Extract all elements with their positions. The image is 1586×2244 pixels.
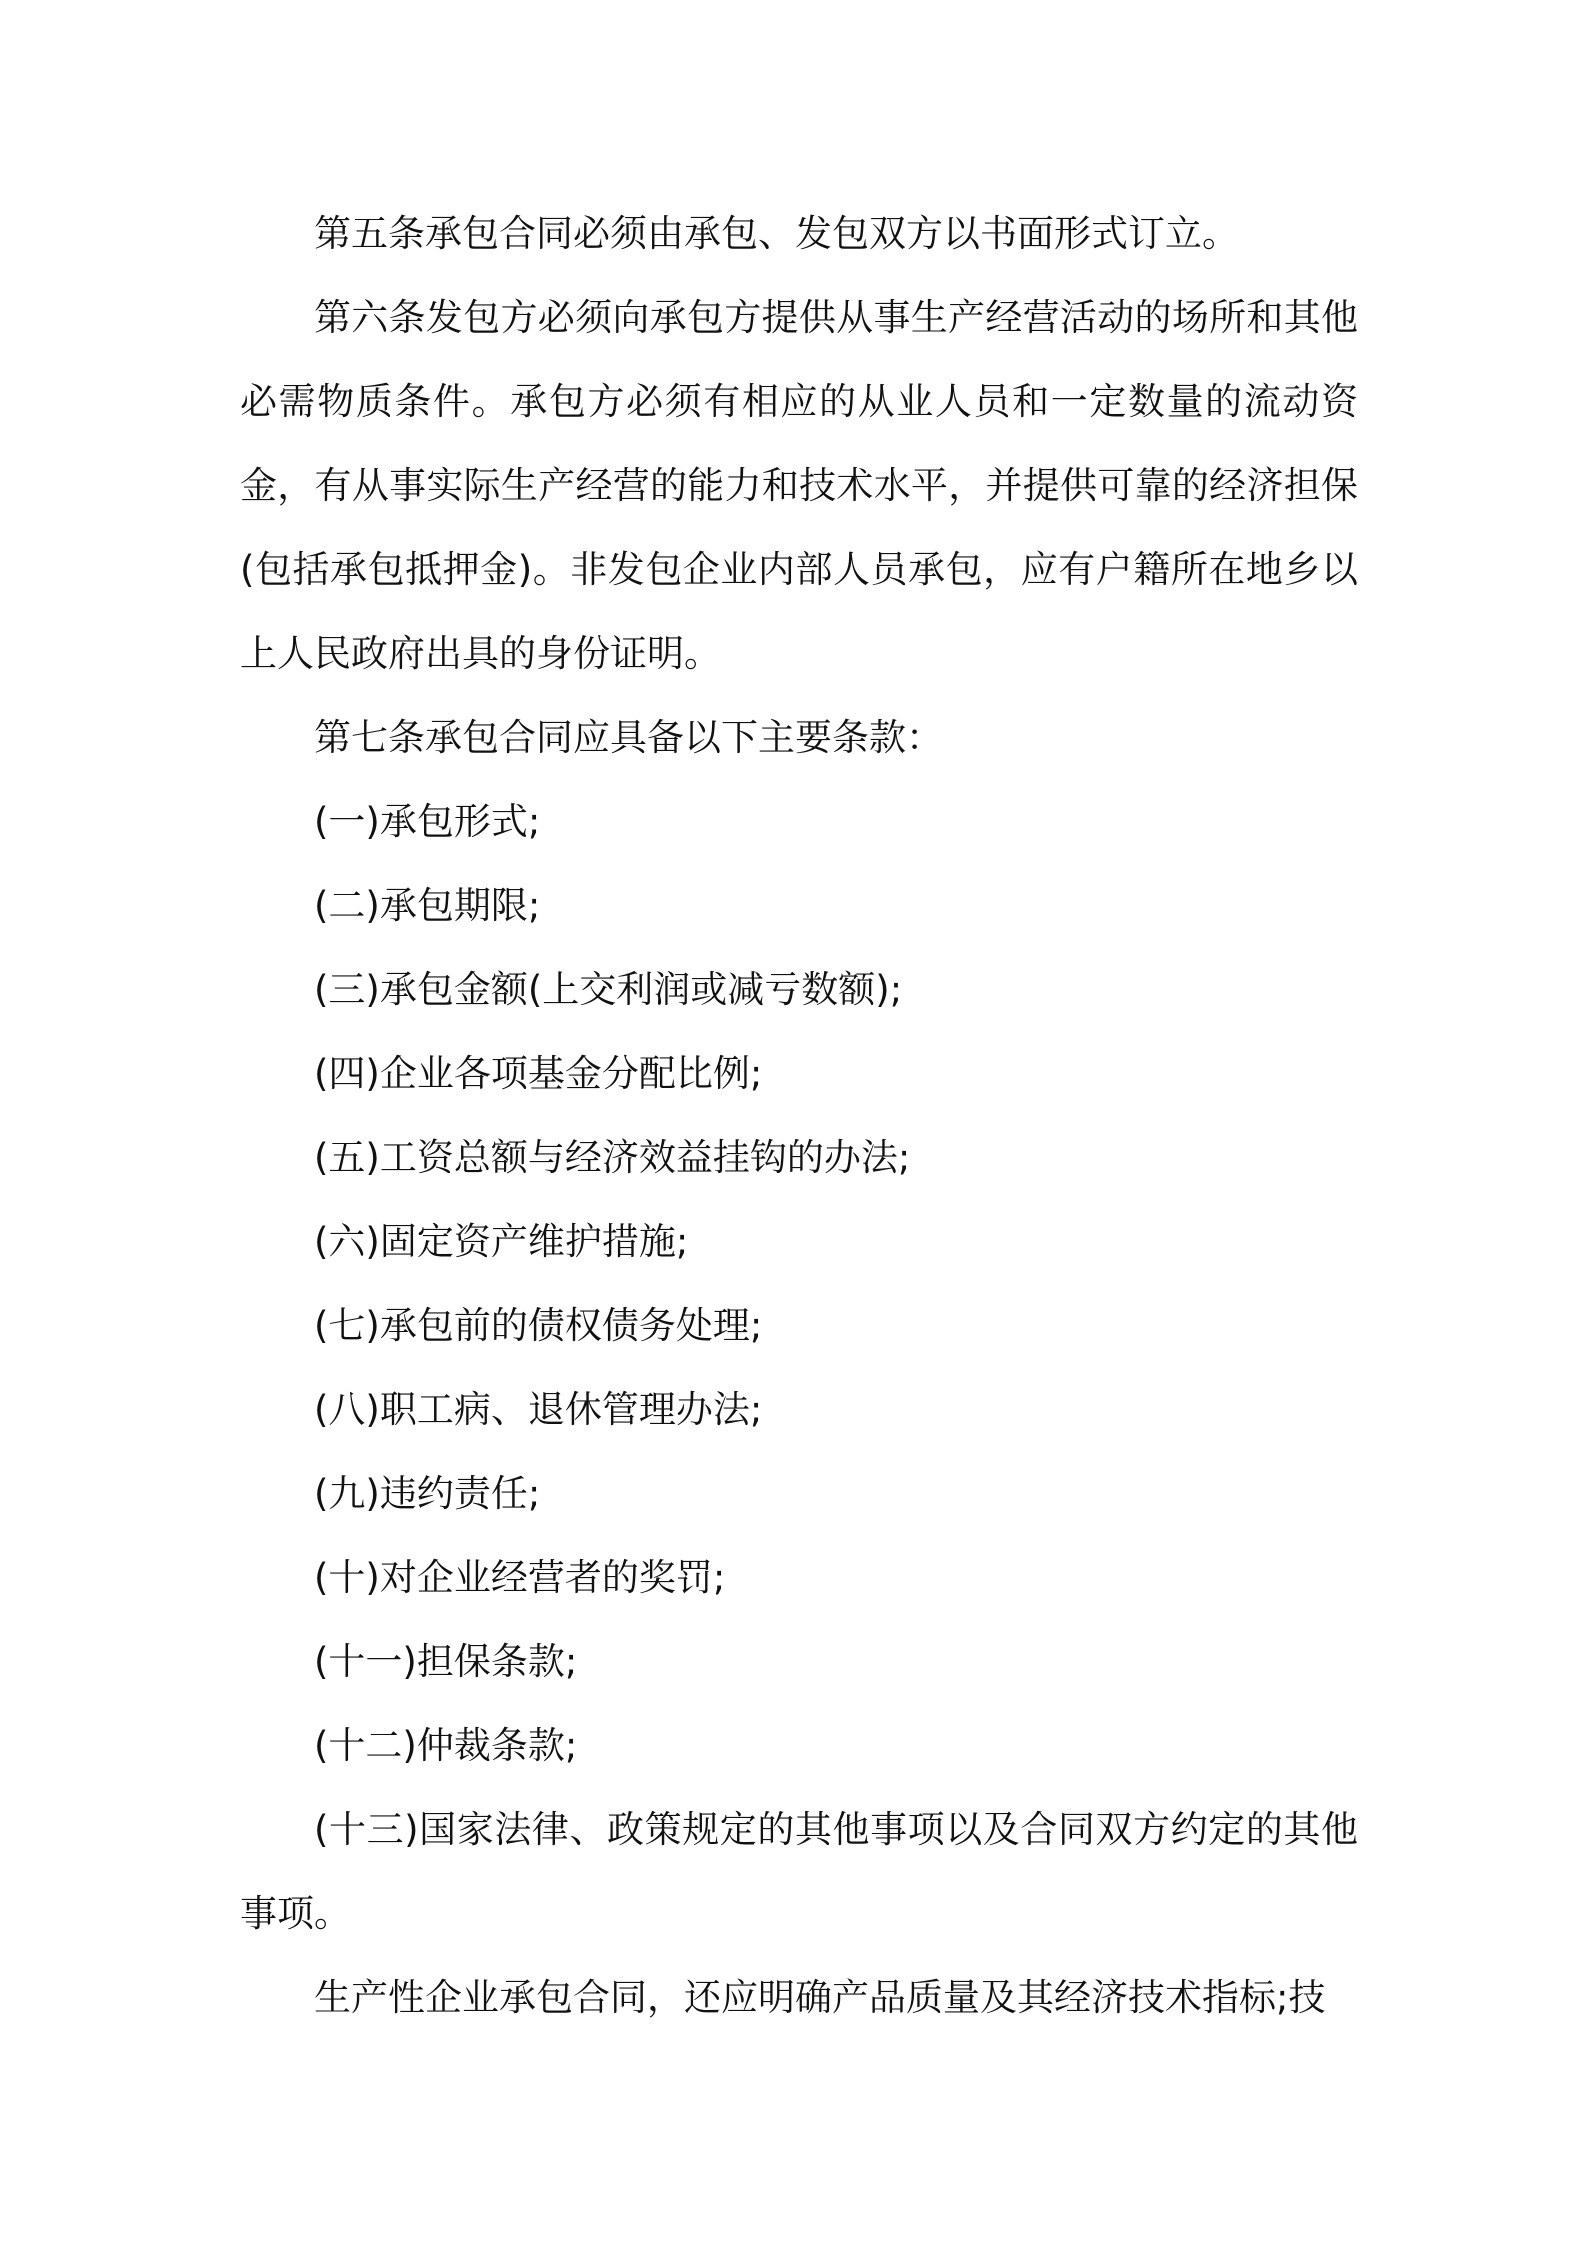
- clause-item-13: (十三)国家法律、政策规定的其他事项以及合同双方约定的其他事项。: [240, 1808, 1358, 1935]
- article-7-paragraph: 第七条承包合同应具备以下主要条款：: [314, 716, 943, 759]
- article-6-paragraph: 第六条发包方必须向承包方提供从事生产经营活动的场所和其他必需物质条件。承包方必须有相应的从业人员和一定数量的流动资金，有从事实际生产经营的能力和技术水平，并提供可靠的经济担保(包括承包抵押金)。非发包企业内部人员承包，应有户籍所在地乡以上人民政府出具的身份证明。: [240, 296, 1358, 675]
- clause-item-12: (十二)仲裁条款;: [314, 1724, 578, 1767]
- clause-item-2: (二)承包期限;: [314, 884, 541, 927]
- clause-item-5: (五)工资总额与经济效益挂钩的办法;: [314, 1136, 911, 1179]
- clause-item-4: (四)企业各项基金分配比例;: [314, 1052, 763, 1095]
- clause-item-10: (十)对企业经营者的奖罚;: [314, 1556, 726, 1599]
- clause-item-3: (三)承包金额(上交利润或减亏数额);: [314, 968, 903, 1011]
- clause-item-9: (九)违约责任;: [314, 1472, 541, 1515]
- clause-item-8: (八)职工病、退休管理办法;: [314, 1388, 763, 1431]
- clause-item-11: (十一)担保条款;: [314, 1640, 578, 1683]
- production-enterprise-paragraph: 生产性企业承包合同，还应明确产品质量及其经济技术指标;技: [314, 1976, 1326, 2019]
- document-body: [240, 192, 1358, 2040]
- clause-item-1: (一)承包形式;: [314, 800, 541, 843]
- article-5-paragraph: 第五条承包合同必须由承包、发包双方以书面形式订立。: [314, 212, 1239, 255]
- clause-item-6: (六)固定资产维护措施;: [314, 1220, 689, 1263]
- clause-item-7: (七)承包前的债权债务处理;: [314, 1304, 763, 1347]
